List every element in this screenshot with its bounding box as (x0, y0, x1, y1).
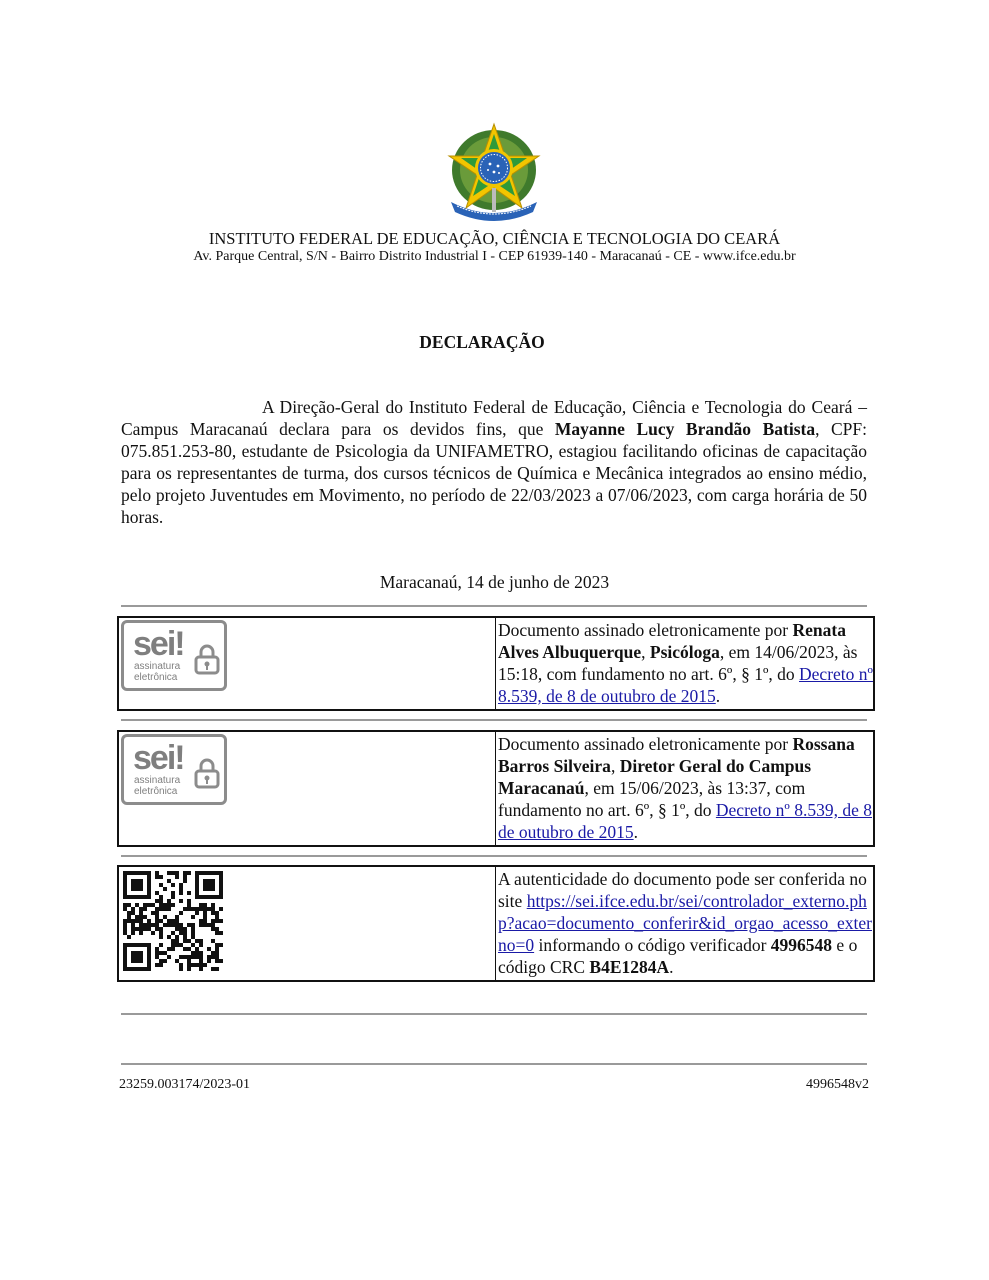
institution-name: INSTITUTO FEDERAL DE EDUCAÇÃO, CIÊNCIA E TECNOLOGIA DO CEARÁ (208, 229, 781, 248)
signature-block (117, 616, 875, 711)
sei-signature-badge (121, 620, 227, 691)
decree-link[interactable]: Decreto nº 8.539, de 8 de outubro de 2015 (498, 664, 873, 706)
body-text-2: , CPF: 075.851.253-80, estudante de Psicologia da UNIFAMETRO, estagiou facilitando oficinas de capacitação para os representantes de turma, dos cursos técnicos de Química e Mecânica integrados ao ensino médio, pelo projeto Juventudes em Movimento, no período de 22/03/2023 a 07/06/2023, com carga horária de 50 horas. (121, 419, 868, 527)
body-text-1: A Direção-Geral do Instituto Federal de Educação, Ciência e Tecnologia do Ceará – Campus Maracanaú declara para os devidos fins, que (121, 397, 867, 439)
verification-text: A autenticidade do documento pode ser conferida no site https://sei.ifce.edu.br/sei/controlador_externo.php?acao=documento_conferir&id_orgao_acesso_externo=0 informando o código verificador 4996548 e o código CRC B4E1284A. (498, 869, 872, 977)
verifier-code: 4996548 (770, 935, 833, 955)
declared-person-name: Mayanne Lucy Brandão Batista (554, 419, 816, 439)
qr-code-icon (123, 871, 223, 971)
verification-url-link[interactable]: https://sei.ifce.edu.br/sei/controlador_externo.php?acao=documento_conferir&id_orgao_acesso_externo=0 (498, 891, 872, 955)
declaration-body (121, 396, 867, 528)
separator (121, 605, 867, 607)
coat-of-arms-icon (443, 120, 545, 225)
padlock-icon (194, 757, 220, 789)
process-number: 23259.003174/2023-01 (119, 1077, 251, 1092)
separator (121, 855, 867, 857)
qr-cell (119, 867, 496, 980)
padlock-icon (194, 643, 220, 675)
sei-badge-caption: assinatura eletrônica (134, 775, 181, 797)
signature-badge-cell (119, 618, 496, 709)
crc-code: B4E1284A (589, 957, 670, 977)
signature-text: Documento assinado eletronicamente por Rossana Barros Silveira, Diretor Geral do Campus Maracanaú, em 15/06/2023, às 13:37, com fundamento no art. 6º, § 1º, do Decreto nº 8.539, de 8 de outubro de 2015. (498, 734, 872, 842)
signature-badge-cell (119, 732, 496, 845)
signer-name: Renata Alves Albuquerque (498, 620, 846, 662)
document-title: DECLARAÇÃO (419, 332, 545, 352)
sei-logo-text: sei! (133, 625, 184, 663)
institution-address: Av. Parque Central, S/N - Bairro Distrito Industrial I - CEP 61939-140 - Maracanaú - CE - www.ifce.edu.br (193, 249, 796, 264)
signer-role: Psicóloga (649, 642, 720, 662)
place-date: Maracanaú, 14 de junho de 2023 (379, 572, 610, 592)
signer-role: Diretor Geral do Campus Maracanaú (498, 756, 812, 798)
separator (121, 1013, 867, 1015)
sei-signature-badge (121, 734, 227, 805)
sei-badge-caption: assinatura eletrônica (134, 661, 181, 683)
separator (121, 719, 867, 721)
document-version: 4996548v2 (806, 1077, 869, 1092)
signature-text: Documento assinado eletronicamente por Renata Alves Albuquerque, Psicóloga, em 14/06/2023, às 15:18, com fundamento no art. 6º, § 1º, do Decreto nº 8.539, de 8 de outubro de 2015. (498, 620, 873, 706)
separator (121, 1063, 867, 1065)
decree-link[interactable]: Decreto nº 8.539, de 8 de outubro de 2015 (498, 800, 872, 842)
signature-block (117, 730, 875, 847)
sei-logo-text: sei! (133, 739, 184, 777)
verification-block (117, 865, 875, 982)
signer-name: Rossana Barros Silveira (498, 734, 855, 776)
